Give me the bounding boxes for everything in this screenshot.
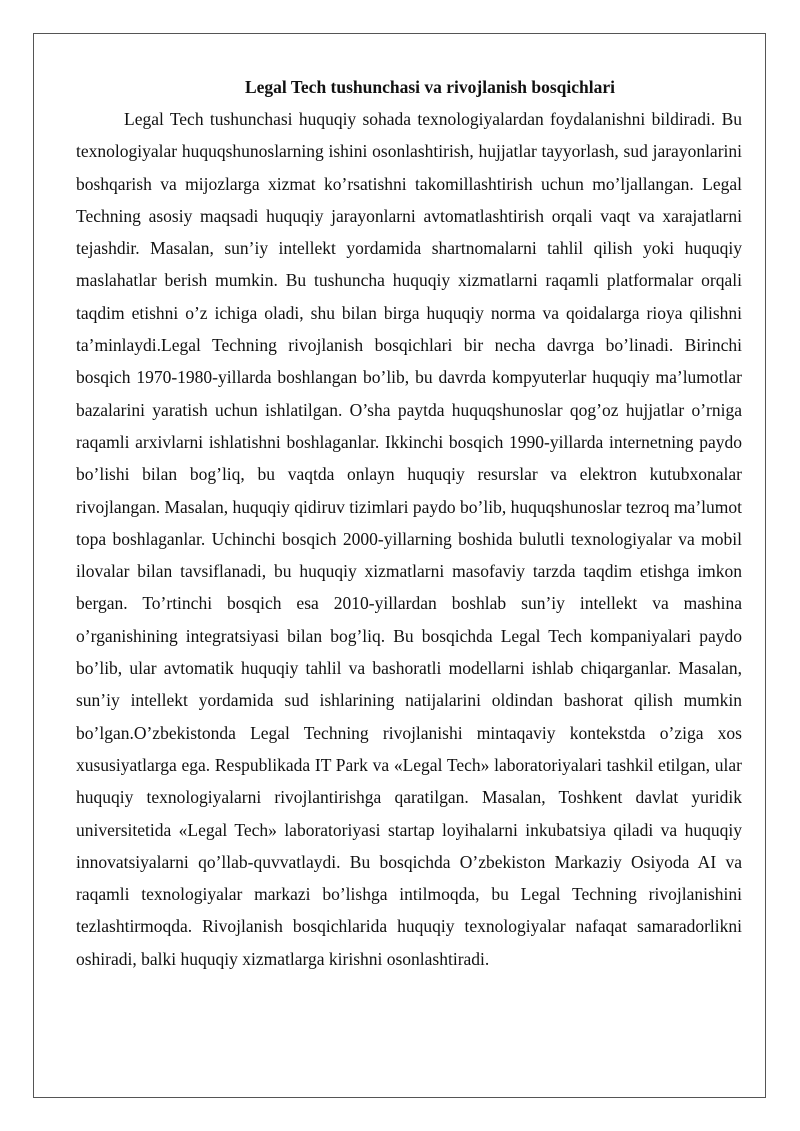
document-title: Legal Tech tushunchasi va rivojlanish bosqichlari — [244, 77, 616, 97]
body-paragraph: Legal Tech tushunchasi huquqiy sohada texnologiyalardan foydalanishni bildiradi. Bu texnologiyalar huquqshunoslarning ishini osonlashtirish, hujjatlar tayyorlash, sud jarayonlarini boshqarish va mijozlarga xizmat ko’rsatishni takomillashtirish uchun mo’ljallangan. Legal Techning asosiy maqsadi huquqiy jarayonlarni avtomatlashtirish orqali vaqt va xarajatlarni tejashdir. Masalan, sun’iy intellekt yordamida shartnomalarni tahlil qilish yoki huquqiy maslahatlar berish mumkin. Bu tushuncha huquqiy xizmatlarni raqamli platformalar orqali taqdim etishni o’z ichiga oladi, shu bilan birga huquqiy norma va qoidalarga rioya qilishni ta’minlaydi.Legal Techning rivojlanish bosqichlari bir necha davrga bo’linadi. Birinchi bosqich 1970-1980-yillarda boshlangan bo’lib, bu davrda kompyuterlar huquqiy ma’lumotlar bazalarini yaratish uchun ishlatilgan. O’sha paytda huquqshunoslar qog’oz hujjatlar o’rniga raqamli arxivlarni ishlatishni boshlaganlar. Ikkinchi bosqich 1990-yillarda internetning paydo bo’lishi bilan bog’liq, bu vaqtda onlayn huquqiy resurslar va elektron kutubxonalar rivojlangan. Masalan, huquqiy qidiruv tizimlari paydo bo’lib, huquqshunoslar tezroq ma’lumot topa boshlaganlar. Uchinchi bosqich 2000-yillarning boshida bulutli texnologiyalar va mobil ilovalar bilan tavsiflanadi, bu huquqiy xizmatlarni masofaviy tarzda taqdim etishga imkon bergan. To’rtinchi bosqich esa 2010-yillardan boshlab sun’iy intellekt va mashina o’rganishining integratsiyasi bilan bog’liq. Bu bosqichda Legal Tech kompaniyalari paydo bo’lib, ular avtomatik huquqiy tahlil va bashoratli modellarni ishlab chiqarganlar. Masalan, sun’iy intellekt yordamida sud ishlarining natijalarini oldindan bashorat qilish mumkin bo’lgan.O’zbekistonda Legal Techning rivojlanishi mintaqaviy kontekstda o’ziga xos xususiyatlarga ega. Respublikada IT Park va «Legal Tech» laboratoriyalari tashkil etilgan, ular huquqiy texnologiyalarni rivojlantirishga qaratilgan. Masalan, Toshkent davlat yuridik universitetida «Legal Tech» laboratoriyasi startap loyihalarni inkubatsiya qiladi va huquqiy innovatsiyalarni qo’llab-quvvatlaydi. Bu bosqichda O’zbekiston Markaziy Osiyoda AI va raqamli texnologiyalar markazi bo’lishga intilmoqda, bu Legal Techning rivojlanishini tezlashtirmoqda. Rivojlanish bosqichlarida huquqiy texnologiyalar nafaqat samaradorlikni oshiradi, balki huquqiy xizmatlarga kirishni osonlashtiradi. — [76, 109, 742, 969]
